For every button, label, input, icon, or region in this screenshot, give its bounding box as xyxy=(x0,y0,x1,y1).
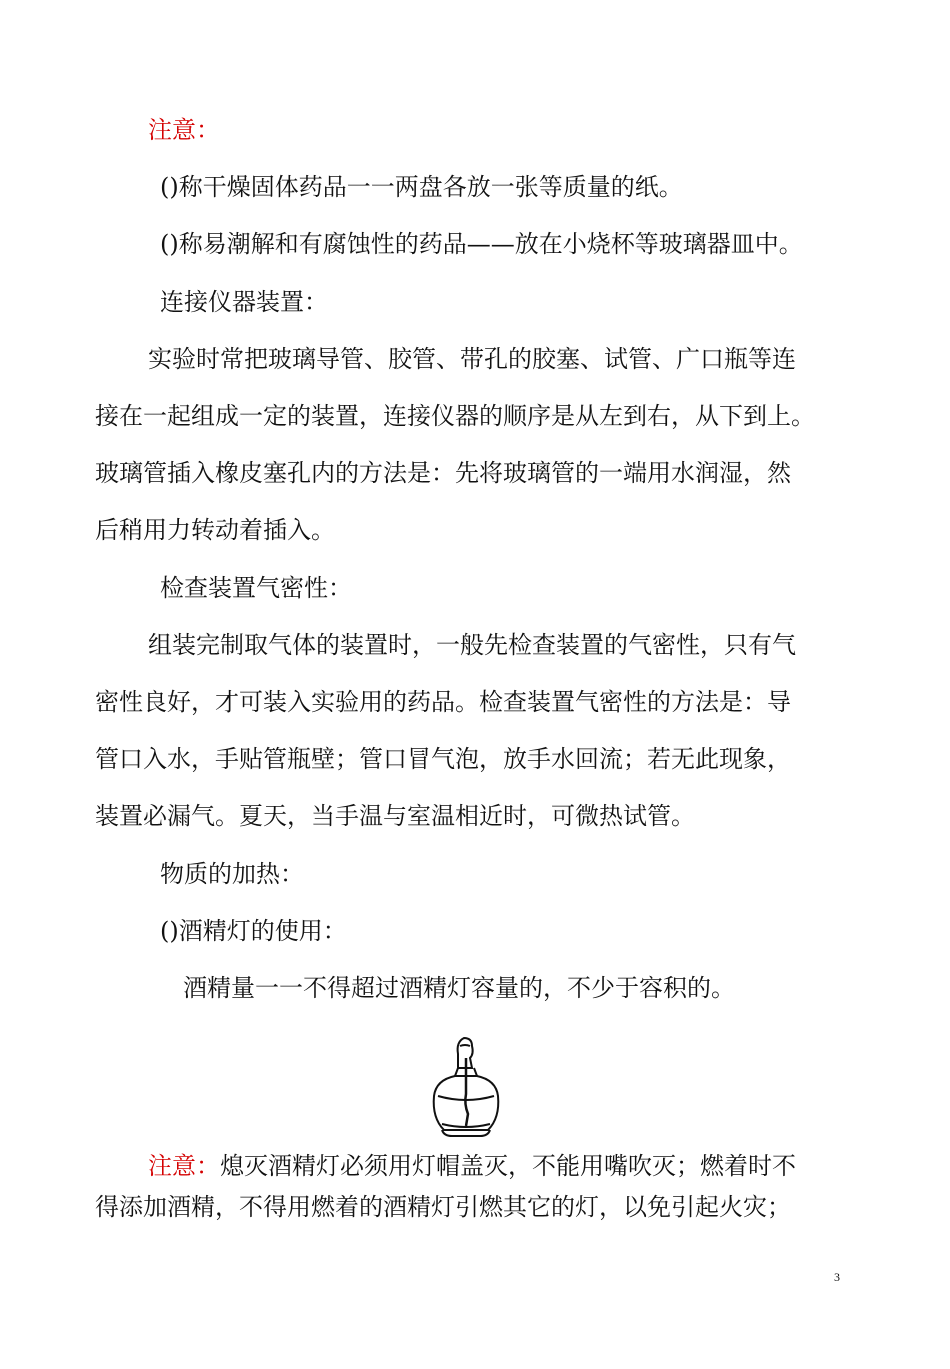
section-heading-airtight: 检查装置气密性： xyxy=(160,574,352,602)
note-label: 注意： xyxy=(148,116,220,144)
paragraph-line: 装置必漏气。夏天，当手温与室温相近时，可微热试管。 xyxy=(95,802,695,830)
paragraph-line: 接在一起组成一定的装置，连接仪器的顺序是从左到右，从下到上。 xyxy=(95,402,815,430)
list-item: ()称易潮解和有腐蚀性的药品——放在小烧杯等玻璃器皿中。 xyxy=(160,230,803,258)
note-paragraph xyxy=(148,1151,796,1181)
sub-heading-lamp-usage: ()酒精灯的使用： xyxy=(160,917,347,945)
paragraph-line: 管口入水，手贴管瓶壁；管口冒气泡，放手水回流；若无此现象， xyxy=(95,745,791,773)
section-heading-heating: 物质的加热： xyxy=(160,860,304,888)
paragraph-line: 后稍用力转动着插入。 xyxy=(95,516,335,544)
note-label: 注意： xyxy=(148,1152,220,1180)
alcohol-lamp-icon xyxy=(430,1034,502,1140)
page-number: 3 xyxy=(834,1270,840,1284)
paragraph-line: 酒精量一一不得超过酒精灯容量的，不少于容积的。 xyxy=(183,974,735,1002)
paragraph-line: 得添加酒精，不得用燃着的酒精灯引燃其它的灯，以免引起火灾； xyxy=(95,1193,791,1221)
note-text: 熄灭酒精灯必须用灯帽盖灭，不能用嘴吹灭；燃着时不 xyxy=(220,1152,796,1180)
paragraph-line: 组装完制取气体的装置时，一般先检查装置的气密性，只有气 xyxy=(148,631,796,659)
paragraph-line: 实验时常把玻璃导管、胶管、带孔的胶塞、试管、广口瓶等连 xyxy=(148,345,796,373)
section-heading-connect: 连接仪器装置： xyxy=(160,288,328,316)
list-item: ()称干燥固体药品一一两盘各放一张等质量的纸。 xyxy=(160,173,683,201)
paragraph-line: 玻璃管插入橡皮塞孔内的方法是：先将玻璃管的一端用水润湿，然 xyxy=(95,459,791,487)
paragraph-line: 密性良好，才可装入实验用的药品。检查装置气密性的方法是：导 xyxy=(95,688,791,716)
